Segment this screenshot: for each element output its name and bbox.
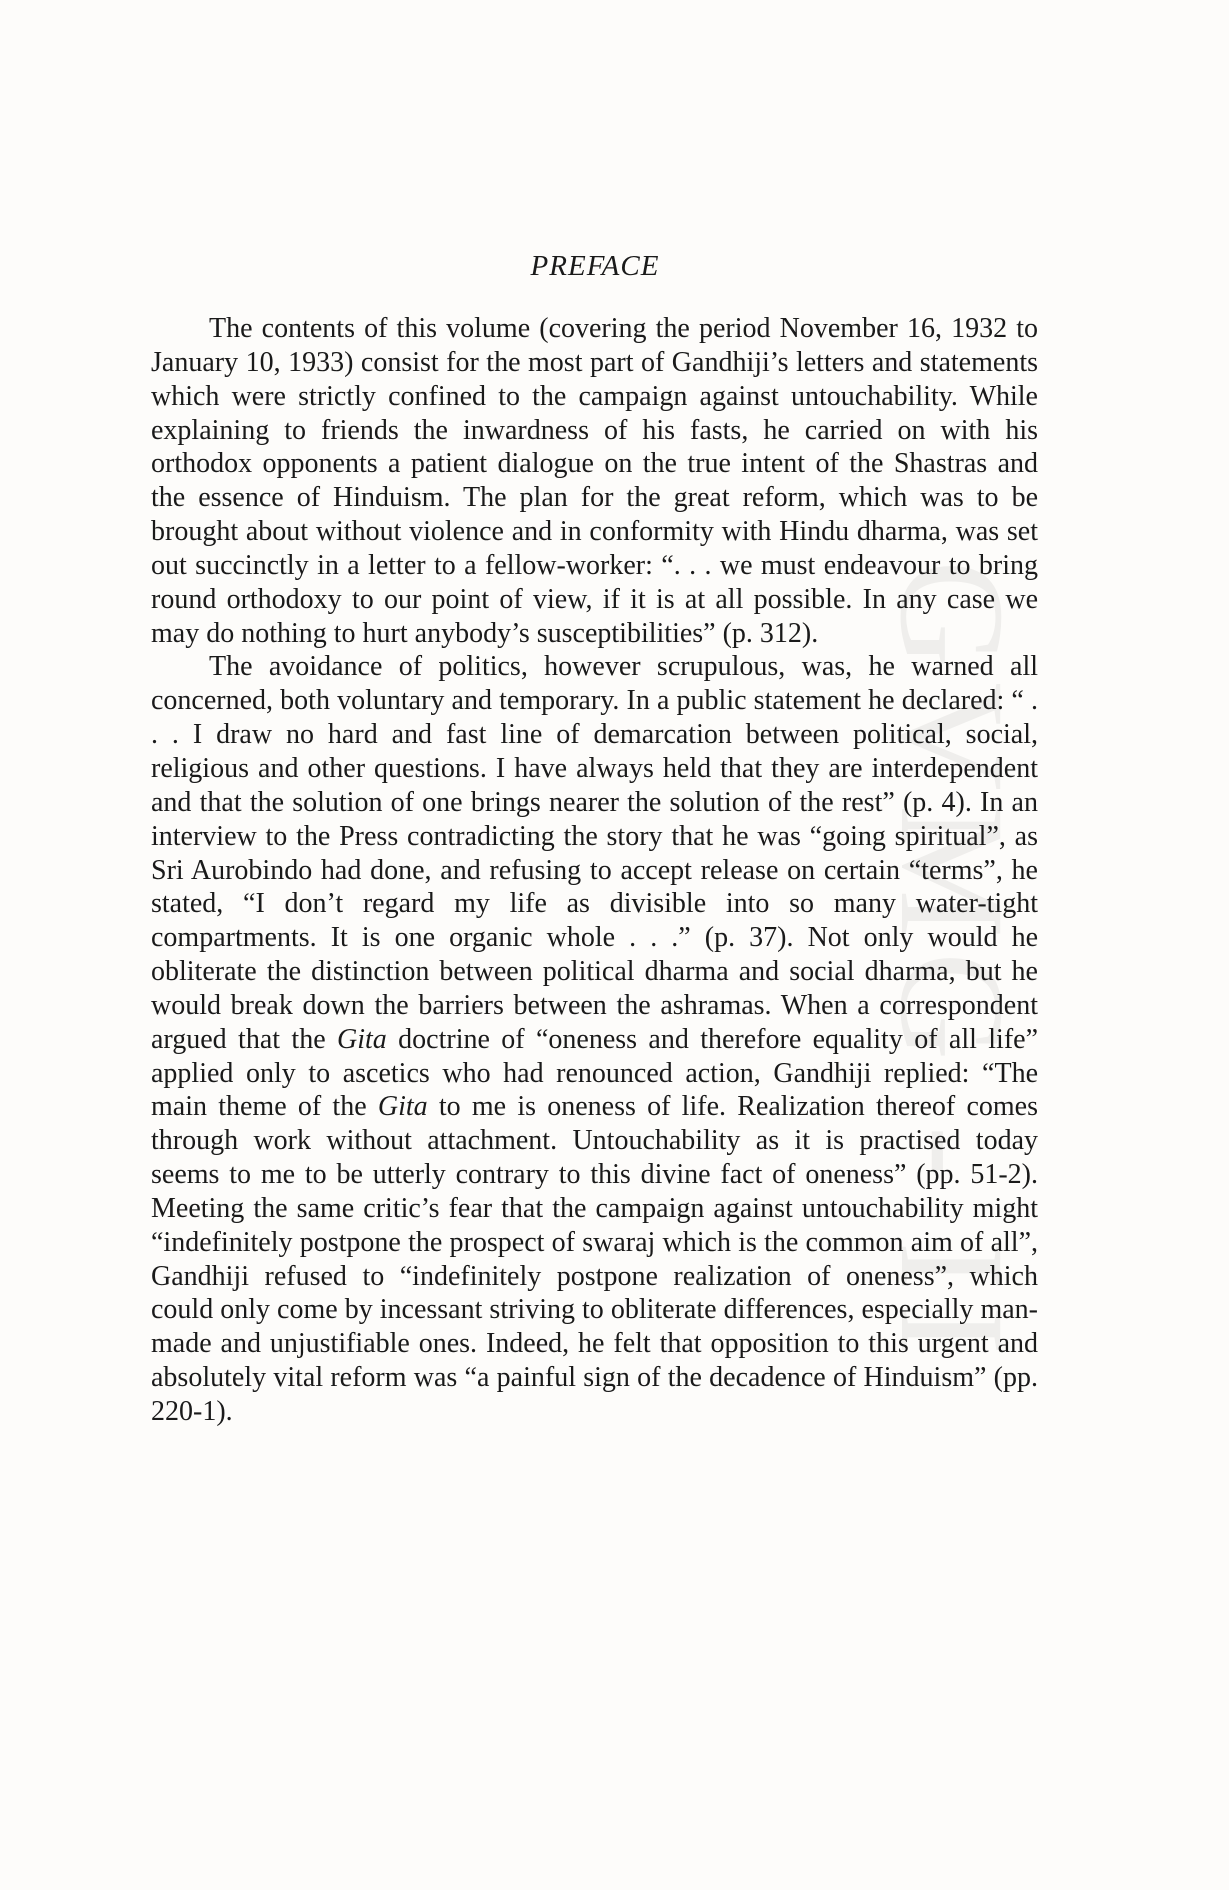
text-run: The contents of this volume (covering the period November 16, 1932 to January 10, 1933) consist for the most part of Gandhiji’s letters and statements which were strictly confined to the campaign against untouchability. While explaining to friends the inwardness of his fasts, he carried on with his orthodox opponents a patient dialogue on the true intent of the Shastras and the essence of Hinduism. The plan for the great reform, which was to be brought about without violence and in conformity with Hindu dharma, was set out succinctly in a letter to a fellow-worker: “. . . we must endeavour to bring round orthodoxy to our point of view, if it is at all possible. In any case we may do nothing to hurt anybody’s susceptibilities” (p. 312). bbox=[151, 313, 1038, 649]
watermark: GVMG - II bbox=[869, 560, 1035, 1370]
paragraph-1 bbox=[151, 312, 1038, 650]
page-title: PREFACE bbox=[530, 250, 660, 282]
text-run: to me is oneness of life. Realization thereof comes through work without attachment. Untouchability as it is practised today seems to me to be utterly contrary to this divine fact of oneness” (pp. 51-2). Meeting the same critic’s fear that the campaign against untouchability might “indefinitely postpone the prospect of swaraj which is the common aim of all”, Gandhiji refused to “indefinitely postpone realization of oneness”, which could only come by incessant striving to obliterate differences, especially man-made and unjustifiable ones. Indeed, he felt that opposition to this urgent and absolutely vital reform was “a painful sign of the decadence of Hinduism” (pp. 220-1). bbox=[151, 1091, 1039, 1427]
text-run: The avoidance of politics, however scrupulous, was, he warned all concerned, both voluntary and temporary. In a public statement he declared: “ . . . I draw no hard and fast line of demarcation between political, social, religious and other questions. I have always held that they are interdependent and that the solution of one brings nearer the solution of the rest” (p. 4). In an interview to the Press contradicting the story that he was “going spiritual”, as Sri Aurobindo had done, and refusing to accept release on certain “terms”, he stated, “I don’t regard my life as divisible into so many water-tight compartments. It is one organic whole . . .” (p. 37). Not only would he obliterate the distinction between political dharma and social dharma, but he would break down the barriers between the ashramas. When a correspondent argued that the bbox=[151, 651, 1038, 1055]
italic-title: Gita bbox=[337, 1023, 387, 1055]
body-text bbox=[151, 312, 1038, 1429]
italic-title: Gita bbox=[377, 1091, 428, 1123]
paragraph-2 bbox=[151, 650, 1038, 1428]
text-run: doctrine of “oneness and therefore equality of all life” applied only to ascetics who had renounced action, Gandhiji replied: “The main theme of the bbox=[151, 1023, 1038, 1123]
